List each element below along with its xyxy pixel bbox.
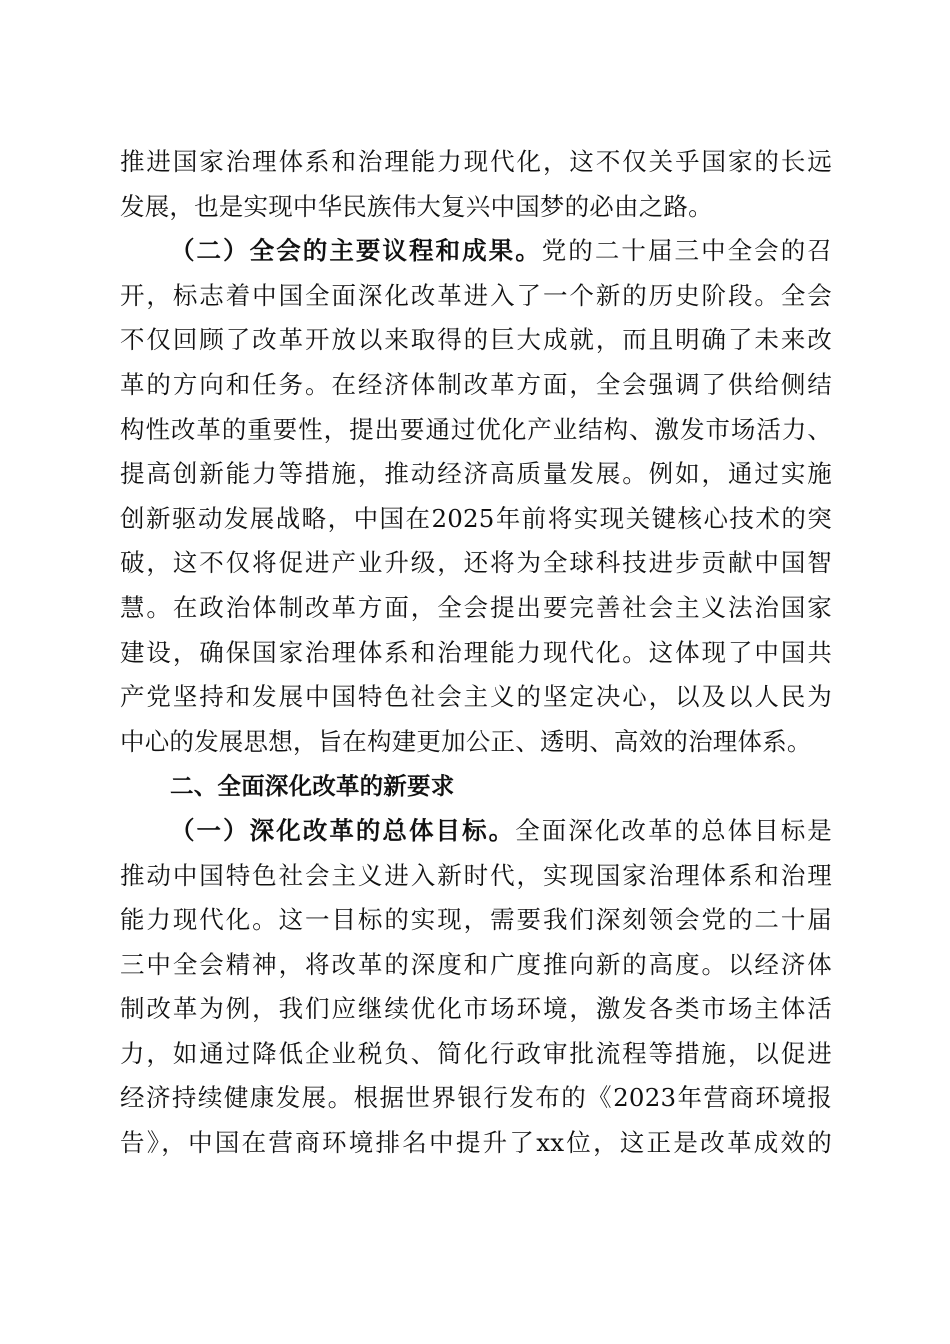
paragraph-lead-title: （二）全会的主要议程和成果。 <box>170 236 542 266</box>
text-line: 慧。在政治体制改革方面，全会提出要完善社会主义法治国家 <box>120 592 832 622</box>
text-line: 革的方向和任务。在经济体制改革方面，全会强调了供给侧结 <box>120 369 832 399</box>
text-line: 制改革为例，我们应继续优化市场环境，激发各类市场主体活 <box>120 994 832 1024</box>
section-heading: 二、全面深化改革的新要求 <box>170 772 455 801</box>
text-line: 建设，确保国家治理体系和治理能力现代化。这体现了中国共 <box>120 637 832 667</box>
text-line: 能力现代化。这一目标的实现，需要我们深刻领会党的二十届 <box>120 905 832 935</box>
paragraph-lead-title: （一）深化改革的总体目标。 <box>170 815 516 845</box>
body-text <box>120 140 832 1166</box>
text-line <box>120 229 832 274</box>
text-line: 三中全会精神，将改革的深度和广度推向新的高度。以经济体 <box>120 949 832 979</box>
text-fragment: 党的二十届三中全会的召 <box>541 236 832 266</box>
text-line: 中心的发展思想，旨在构建更加公正、透明、高效的治理体系。 <box>120 726 812 756</box>
text-fragment: 全面深化改革的总体目标是 <box>515 815 832 845</box>
text-line: 发展，也是实现中华民族伟大复兴中国梦的必由之路。 <box>120 191 713 221</box>
paragraph-continuation <box>120 140 832 229</box>
text-line: 构性改革的重要性，提出要通过优化产业结构、激发市场活力、 <box>120 414 832 444</box>
text-line: 推进国家治理体系和治理能力现代化，这不仅关乎国家的长远 <box>120 147 832 176</box>
text-line: 开，标志着中国全面深化改革进入了一个新的历史阶段。全会 <box>120 280 832 310</box>
text-line: 产党坚持和发展中国特色社会主义的坚定决心，以及以人民为 <box>120 682 832 712</box>
text-line: 破，这不仅将促进产业升级，还将为全球科技进步贡献中国智 <box>120 548 832 578</box>
text-line <box>120 809 832 854</box>
text-line: 提高创新能力等措施，推动经济高质量发展。例如，通过实施 <box>120 459 832 489</box>
text-line: 创新驱动发展战略，中国在2025年前将实现关键核心技术的突 <box>120 503 832 533</box>
text-line: 经济持续健康发展。根据世界银行发布的《2023年营商环境报 <box>120 1083 832 1113</box>
paragraph-plenum-agenda <box>120 229 832 764</box>
text-line: 不仅回顾了改革开放以来取得的巨大成就，而且明确了未来改 <box>120 325 832 355</box>
paragraph-overall-goal <box>120 809 832 1166</box>
text-line: 告》，中国在营商环境排名中提升了xx位，这正是改革成效的 <box>120 1128 832 1158</box>
text-line: 推动中国特色社会主义进入新时代，实现国家治理体系和治理 <box>120 860 832 890</box>
text-line: 力，如通过降低企业税负、简化行政审批流程等措施，以促进 <box>120 1038 832 1068</box>
